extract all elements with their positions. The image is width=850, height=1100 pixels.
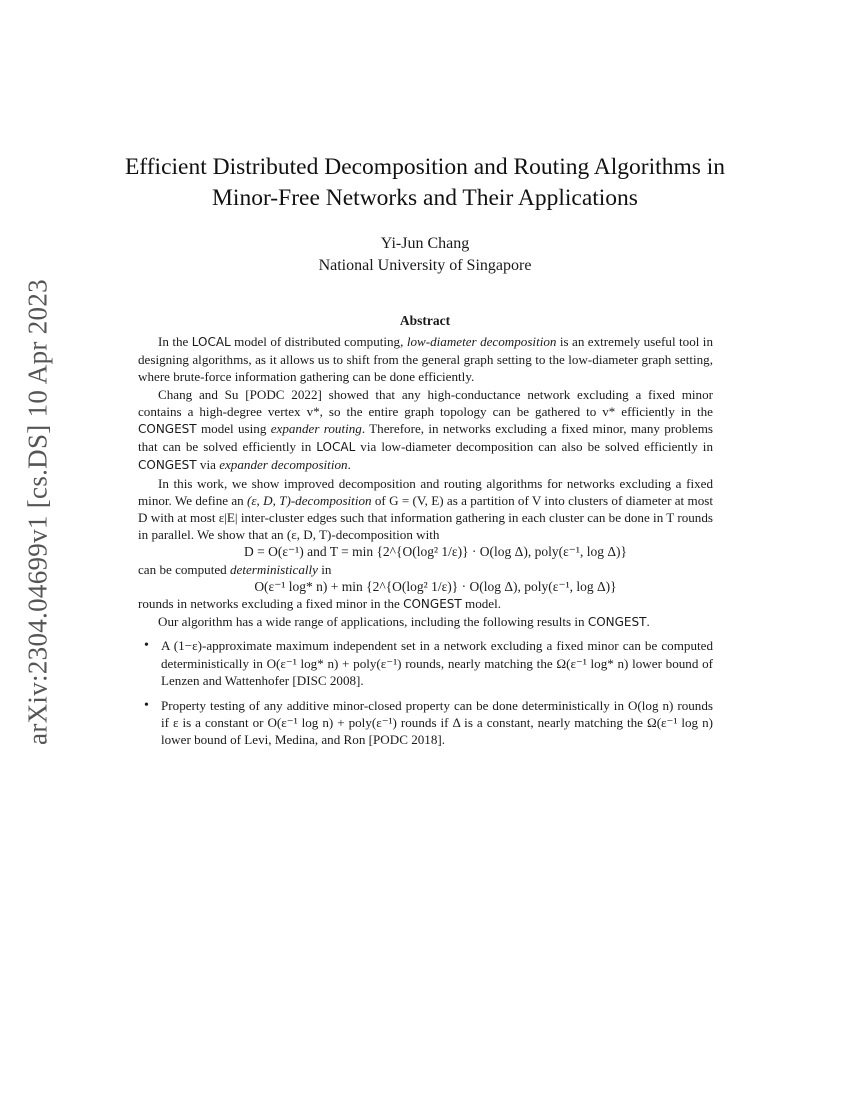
abstract-paragraph-5: rounds in networks excluding a fixed minor in the CONGEST model. <box>138 596 502 612</box>
abstract-paragraph-3: In this work, we show improved decomposition and routing algorithms for networks excluding a fixed minor. We define an (ε, D, T)-decomposition of G = (V, E) as a partition of V into clusters of diameter at most D with at most ε|E| inter-cluster edges such that information gathering in each cluster can be done in T rounds in parallel. We show that an (ε, D, T)-decomposition with <box>138 475 713 543</box>
arxiv-sidebar <box>8 262 68 762</box>
result-item: • A (1−ε)-approximate maximum independent set in a network excluding a fixed minor can be computed deterministically in O(ε⁻¹ log* n) + poly(ε⁻¹) rounds, nearly matching the Ω(ε⁻¹ log* n) lower bound of Lenzen and Wattenhofer [DISC 2008]. <box>161 637 713 689</box>
result-item: • Property testing of any additive minor-closed property can be done deterministically in O(log n) rounds if ε is a constant or O(ε⁻¹ log n) + poly(ε⁻¹) rounds if Δ is a constant, nearly matching the Ω(ε⁻¹ log n) lower bound of Levi, Medina, and Ron [PODC 2018]. <box>161 697 713 749</box>
author-block <box>0 233 850 277</box>
abstract-paragraph-6: Our algorithm has a wide range of applications, including the following results in CONGEST. <box>158 614 650 630</box>
abstract-paragraph-4: can be computed deterministically in <box>138 561 332 577</box>
paper-title <box>100 152 750 214</box>
abstract-paragraph-1: In the LOCAL model of distributed computing, low-diameter decomposition is an extremely useful tool in designing algorithms, as it allows us to shift from the general graph setting to the low-diameter graph setting, where brute-force information gathering can be done efficiently. <box>138 334 713 385</box>
abstract-heading: Abstract <box>399 313 451 328</box>
author-affiliation: National University of Singapore <box>318 257 532 274</box>
title-line-1: Efficient Distributed Decomposition and Routing Algorithms in <box>124 154 726 180</box>
abstract-body <box>138 333 713 757</box>
results-list <box>138 637 713 748</box>
title-line-2: Minor-Free Networks and Their Applications <box>212 185 638 211</box>
display-equation-2: O(ε⁻¹ log* n) + min {2^{O(log² 1/ε)} · O(log Δ), poly(ε⁻¹, log Δ)} <box>254 578 617 594</box>
author-name: Yi-Jun Chang <box>380 235 470 252</box>
abstract-paragraph-2: Chang and Su [PODC 2022] showed that any high-conductance network excluding a fixed minor contains a high-degree vertex v*, so the entire graph topology can be gathered to v* efficiently in the CONGEST model using expander routing. Therefore, in networks excluding a fixed minor, many problems that can be solved efficiently in LOCAL via low-diameter decomposition can also be solved efficiently in CONGEST via expander decomposition. <box>138 386 713 473</box>
arxiv-identifier: arXiv:2304.04699v1 [cs.DS] 10 Apr 2023 <box>22 279 53 745</box>
display-equation-1: D = O(ε⁻¹) and T = min {2^{O(log² 1/ε)} · O(log Δ), poly(ε⁻¹, log Δ)} <box>244 544 627 560</box>
